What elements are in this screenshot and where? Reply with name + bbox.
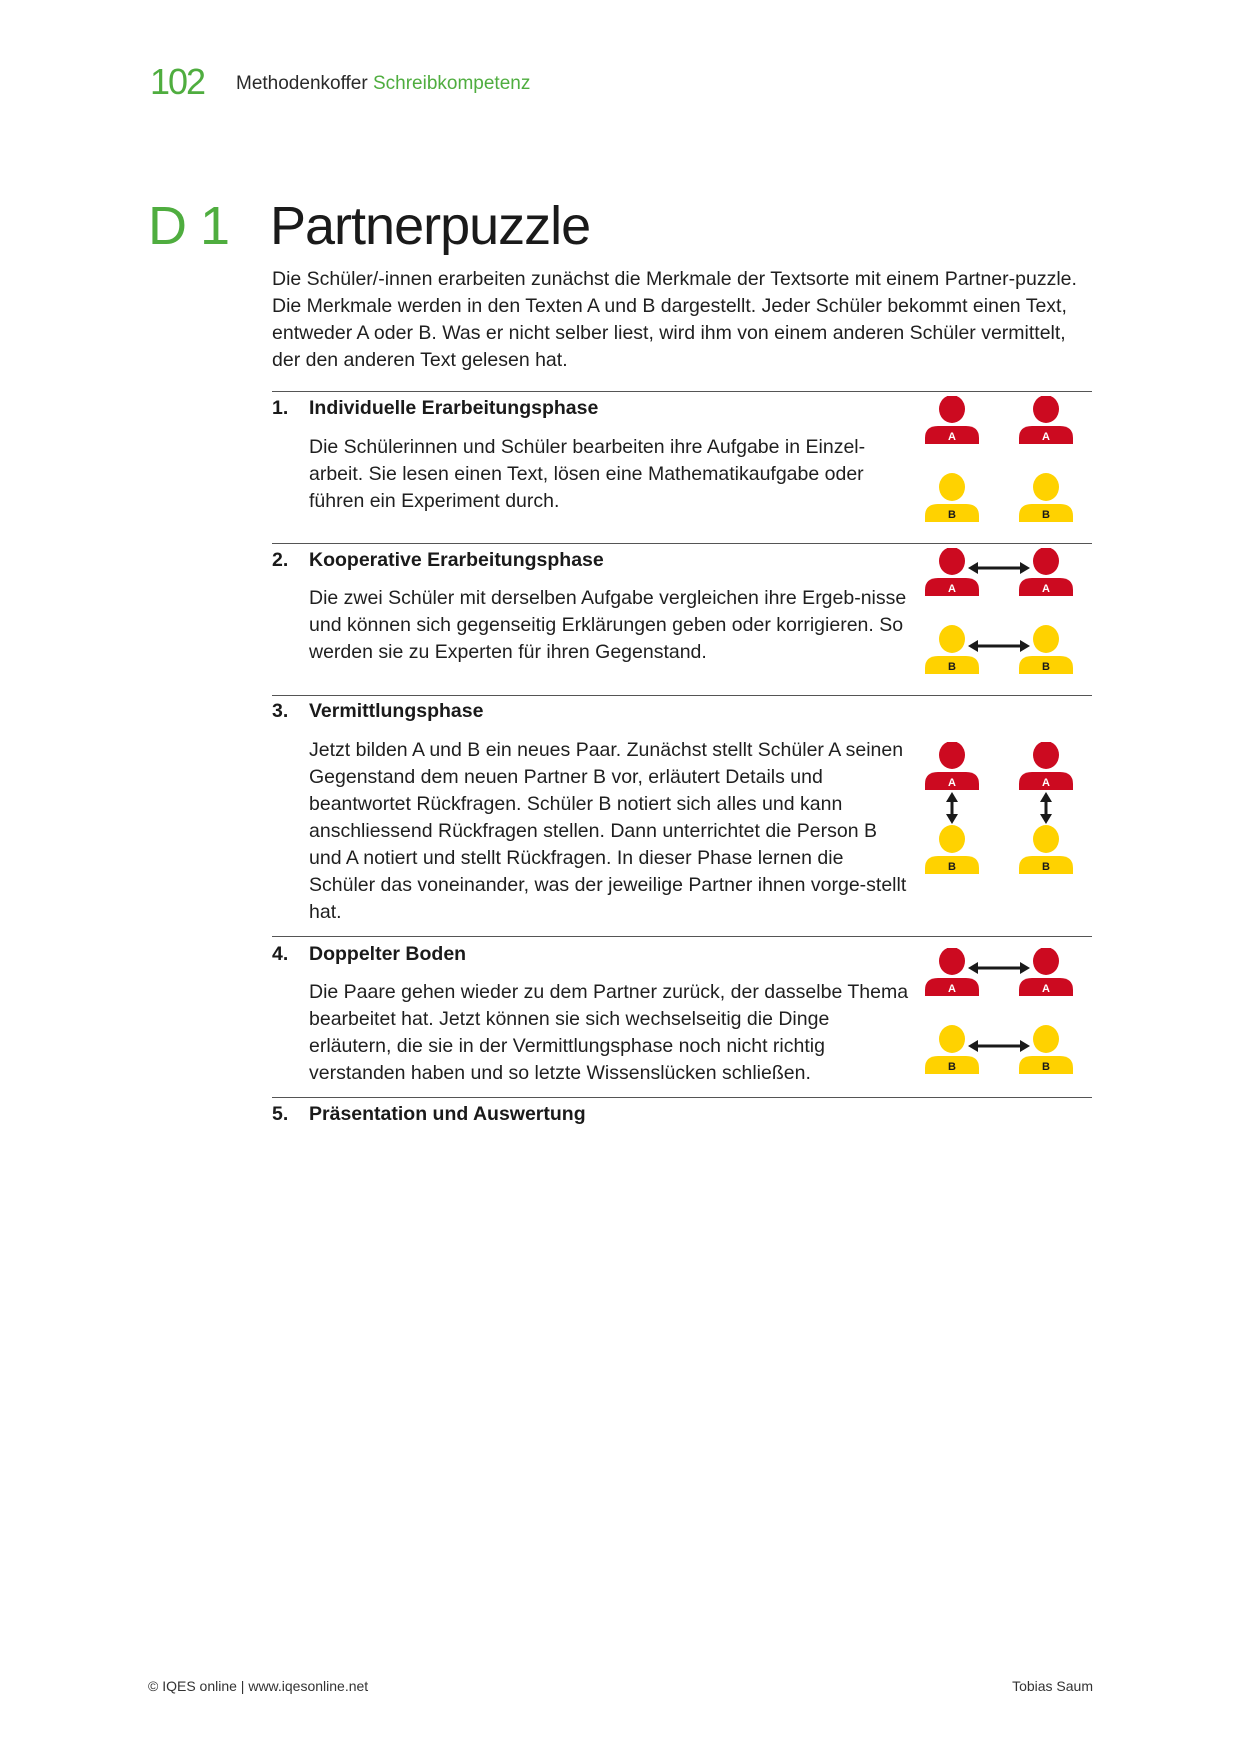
person-label: B: [1042, 661, 1050, 673]
item-number: 5.: [272, 1103, 289, 1125]
person-label: B: [1042, 509, 1050, 521]
person-head: [1033, 625, 1059, 653]
footer-author: Tobias Saum: [1012, 1678, 1093, 1694]
double-arrow-icon: [968, 562, 1030, 574]
person-a: [1019, 396, 1073, 444]
divider: [272, 543, 1092, 544]
persons-diagram: [920, 742, 1080, 882]
item-heading: Präsentation und Auswertung: [309, 1103, 586, 1125]
double-arrow-icon: [1040, 792, 1052, 824]
person-b: [1019, 825, 1073, 874]
person-b: [1019, 1025, 1073, 1074]
diagram-horizontal-pairs: [920, 548, 1080, 680]
book-title: Methodenkoffer: [236, 73, 368, 94]
person-label: A: [948, 431, 956, 443]
item-heading: Kooperative Erarbeitungsphase: [309, 549, 604, 571]
person-head: [939, 948, 965, 975]
person-label: B: [948, 861, 956, 873]
person-b: [925, 1025, 979, 1074]
item-body: Die zwei Schüler mit derselben Aufgabe vergleichen ihre Ergeb-nisse und können sich gegenseitig Erklärungen geben oder korrigieren. So werden sie zu Experten für ihren Gegenstand.: [309, 587, 907, 663]
page-number: 102: [150, 61, 205, 102]
item-heading: Vermittlungsphase: [309, 700, 484, 722]
person-label: A: [948, 583, 956, 595]
persons-diagram: [920, 948, 1080, 1080]
person-head: [939, 742, 965, 769]
person-label: A: [1042, 983, 1050, 995]
person-head: [1033, 396, 1059, 423]
person-label: A: [1042, 583, 1050, 595]
person-head: [939, 548, 965, 575]
item-number: 2.: [272, 549, 289, 571]
person-head: [1033, 1025, 1059, 1053]
item-number: 4.: [272, 943, 289, 965]
item-body: Jetzt bilden A und B ein neues Paar. Zunächst stellt Schüler A seinen Gegenstand dem neuen Partner B vor, erläutert Details und beantwortet Rückfragen. Schüler B notiert sich alles und kann anschliessend Rückfragen stellen. Dann unterrichtet die Person B und A notiert und stellt Rückfragen. In dieser Phase lernen die Schüler das voneinander, was der jeweilige Partner ihnen vorge-stellt hat.: [309, 739, 907, 923]
person-b: [925, 625, 979, 674]
person-label: A: [948, 983, 956, 995]
person-b: [925, 825, 979, 874]
double-arrow-icon: [968, 962, 1030, 974]
person-a: [925, 548, 979, 596]
divider: [272, 1097, 1092, 1098]
person-head: [1033, 948, 1059, 975]
person-head: [1033, 548, 1059, 575]
diagram-vertical-pairs: [920, 742, 1080, 882]
person-head: [939, 1025, 965, 1053]
footer-copyright: © IQES online | www.iqesonline.net: [148, 1678, 369, 1694]
item-body: Die Paare gehen wieder zu dem Partner zurück, der dasselbe Thema bearbeitet hat. Jetzt können sie sich wechselseitig die Dinge erläutern, die sie in der Vermittlungsphase noch nicht richtig verstanden haben und so letzte Wissenslücken schließen.: [309, 981, 909, 1084]
person-head: [939, 396, 965, 423]
double-arrow-icon: [968, 1040, 1030, 1052]
person-label: B: [948, 1061, 956, 1073]
person-b: [1019, 473, 1073, 522]
person-label: B: [948, 509, 956, 521]
persons-diagram: [920, 548, 1080, 680]
person-label: B: [1042, 861, 1050, 873]
person-head: [1033, 742, 1059, 769]
divider: [272, 695, 1092, 696]
person-a: [925, 742, 979, 790]
person-a: [925, 948, 979, 996]
person-a: [1019, 742, 1073, 790]
person-head: [1033, 473, 1059, 501]
item-heading: Individuelle Erarbeitungsphase: [309, 397, 599, 419]
diagram-individual: [920, 396, 1080, 528]
person-head: [939, 473, 965, 501]
running-title: [236, 72, 530, 96]
person-b: [1019, 625, 1073, 674]
person-head: [939, 825, 965, 853]
section-title: Partnerpuzzle: [270, 196, 591, 256]
person-a: [925, 396, 979, 444]
section-code: D 1: [148, 196, 230, 256]
person-label: B: [948, 661, 956, 673]
person-label: B: [1042, 1061, 1050, 1073]
intro-paragraph: Die Schüler/-innen erarbeiten zunächst die Merkmale der Textsorte mit einem Partner-puzzle. Die Merkmale werden in den Texten A und B dargestellt. Jeder Schüler bekommt einen Text, entweder A oder B. Was er nicht selber liest, wird ihm von einem anderen Schüler vermittelt, der den anderen Text gelesen hat.: [272, 268, 1077, 371]
item-body: Die Schülerinnen und Schüler bearbeiten ihre Aufgabe in Einzel-arbeit. Sie lesen einen Text, lösen eine Mathematikaufgabe oder führen ein Experiment durch.: [309, 436, 866, 512]
person-label: A: [1042, 431, 1050, 443]
double-arrow-icon: [968, 640, 1030, 652]
divider: [272, 391, 1092, 392]
person-a: [1019, 548, 1073, 596]
persons-diagram: [920, 396, 1080, 528]
person-label: A: [948, 777, 956, 789]
item-heading: Doppelter Boden: [309, 943, 467, 965]
diagram-horizontal-pairs: [920, 948, 1080, 1080]
person-label: A: [1042, 777, 1050, 789]
item-number: 1.: [272, 397, 289, 419]
divider: [272, 936, 1092, 937]
person-head: [939, 625, 965, 653]
person-head: [1033, 825, 1059, 853]
person-b: [925, 473, 979, 522]
item-number: 3.: [272, 700, 289, 722]
double-arrow-icon: [946, 792, 958, 824]
book-subtitle: Schreibkompetenz: [372, 73, 531, 94]
person-a: [1019, 948, 1073, 996]
